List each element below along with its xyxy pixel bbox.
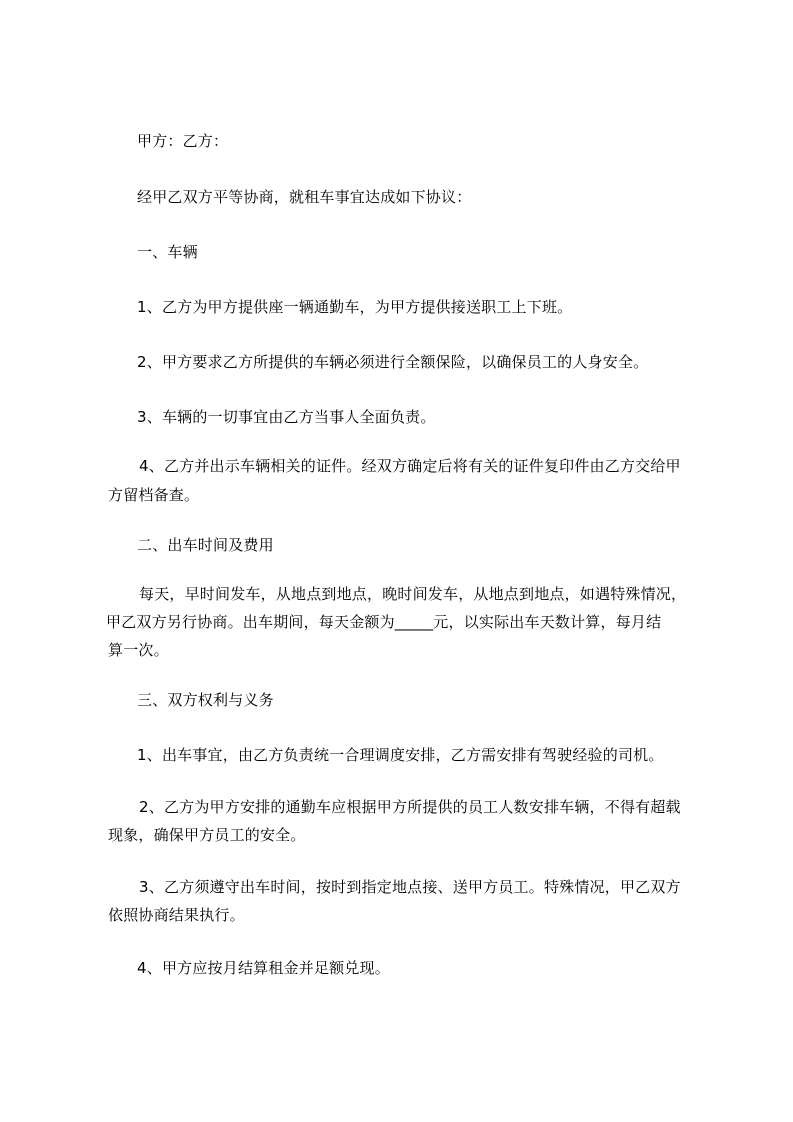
section-3-item-3: 3、乙方须遵守出车时间，按时到指定地点接、送甲方员工。特殊情况，甲乙双方	[139, 878, 681, 896]
section-1-item-2: 2、甲方要求乙方所提供的车辆必须进行全额保险，以确保员工的人身安全。	[137, 353, 649, 371]
section-1-item-4-cont: 方留档备查。	[108, 486, 200, 504]
parties-line: 甲方：乙方：	[137, 132, 229, 150]
section-3-heading: 三、双方权利与义务	[137, 691, 274, 709]
section-1-item-4: 4、乙方并出示车辆相关的证件。经双方确定后将有关的证件复印件由乙方交给甲	[139, 457, 681, 475]
section-3-item-2: 2、乙方为甲方安排的通勤车应根据甲方所提供的员工人数安排车辆，不得有超载	[139, 798, 681, 816]
section-2-paragraph-end: 算一次。	[108, 641, 169, 659]
section-3-item-3-cont: 依照协商结果执行。	[108, 906, 245, 924]
section-1-item-3: 3、车辆的一切事宜由乙方当事人全面负责。	[137, 408, 436, 426]
section-2-paragraph: 每天，早时间发车，从地点到地点，晚时间发车，从地点到地点，如遇特殊情况，	[139, 585, 687, 603]
section-3-item-2-cont: 现象，确保甲方员工的安全。	[108, 826, 306, 844]
section-1-heading: 一、车辆	[137, 243, 198, 261]
intro-paragraph: 经甲乙双方平等协商，就租车事宜达成如下协议：	[137, 188, 472, 206]
section-1-item-1: 1、乙方为甲方提供座一辆通勤车，为甲方提供接送职工上下班。	[137, 298, 573, 316]
section-2-heading: 二、出车时间及费用	[137, 536, 274, 554]
section-2-paragraph-cont: 甲乙双方另行协商。出车期间，每天金额为_____元，以实际出车天数计算，每月结	[106, 613, 662, 631]
section-3-item-1: 1、出车事宜，由乙方负责统一合理调度安排，乙方需安排有驾驶经验的司机。	[137, 746, 664, 764]
section-3-item-4: 4、甲方应按月结算租金并足额兑现。	[137, 959, 390, 977]
